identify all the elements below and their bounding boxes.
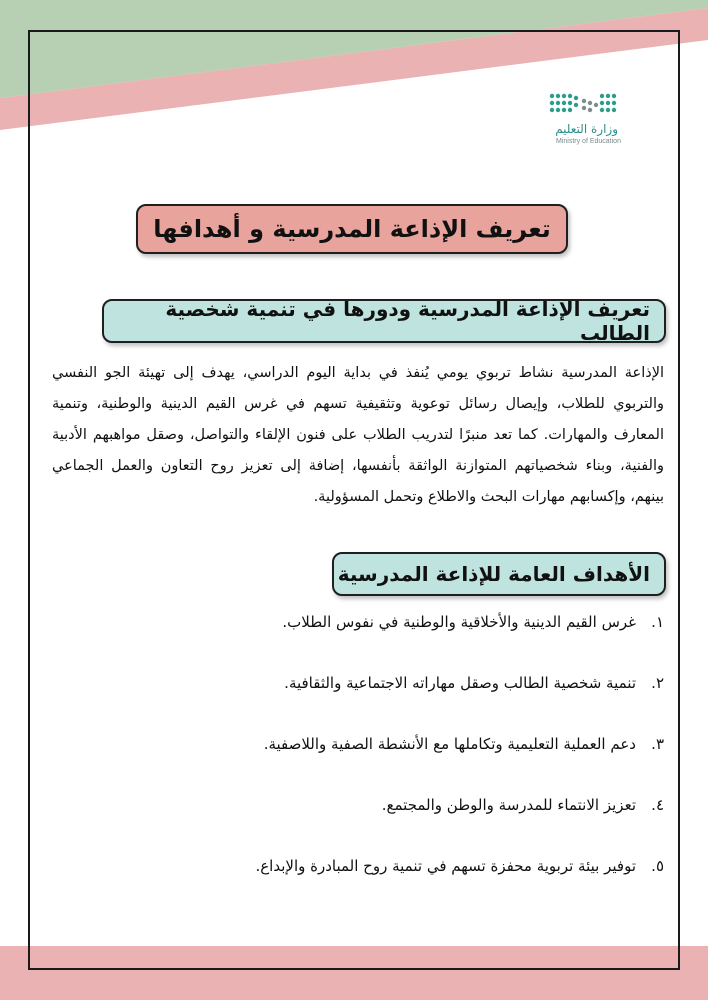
goal-text: تعزيز الانتماء للمدرسة والوطن والمجتمع.	[381, 796, 636, 814]
goal-number: ٢.	[651, 674, 664, 692]
goal-item	[104, 730, 664, 791]
goal-item	[104, 669, 664, 730]
goal-text: دعم العملية التعليمية وتكاملها مع الأنشطة الصفية واللاصفية.	[263, 735, 636, 753]
goal-item	[104, 852, 664, 913]
goal-item	[104, 608, 664, 669]
goal-text: غرس القيم الدينية والأخلاقية والوطنية في نفوس الطلاب.	[282, 613, 636, 631]
goal-number: ٥.	[651, 857, 664, 875]
section-title-definition: تعريف الإذاعة المدرسية ودورها في تنمية شخصية الطالب	[102, 299, 666, 343]
section-title-goals: الأهداف العامة للإذاعة المدرسية	[332, 552, 666, 596]
goals-list	[104, 608, 664, 913]
ministry-name-english: Ministry of Education	[556, 138, 621, 145]
definition-paragraph: الإذاعة المدرسية نشاط تربوي يومي يُنفذ في بداية اليوم الدراسي، يهدف إلى تهيئة الجو النفسي والتربوي للطلاب، وإيصال رسائل توعوية وتثقيفية تسهم في غرس القيم الدينية والوطنية، وتنمية المعارف والمهارات. كما تعد منبرًا لتدريب الطلاب على فنون الإلقاء والتواصل، وصقل مواهبهم الأدبية والفنية، وبناء شخصياتهم المتوازنة الواثقة بأنفسها، إضافة إلى تعزيز روح التعاون والعمل الجماعي بينهم، وإكسابهم مهارات البحث والاطلاع وتحمل المسؤولية.	[52, 365, 664, 505]
goal-text: تنمية شخصية الطالب وصقل مهاراته الاجتماعية والثقافية.	[284, 674, 636, 692]
goal-number: ١.	[651, 613, 664, 631]
goal-number: ٤.	[651, 796, 664, 814]
ministry-logo-dots-icon	[548, 92, 618, 114]
ministry-name-arabic: وزارة التعليم	[555, 122, 618, 136]
main-title: تعريف الإذاعة المدرسية و أهدافها	[136, 204, 568, 254]
ministry-logo	[556, 92, 664, 152]
goal-number: ٣.	[651, 735, 664, 753]
goal-text: توفير بيئة تربوية محفزة تسهم في تنمية روح المبادرة والإبداع.	[255, 857, 636, 875]
goal-item	[104, 791, 664, 852]
